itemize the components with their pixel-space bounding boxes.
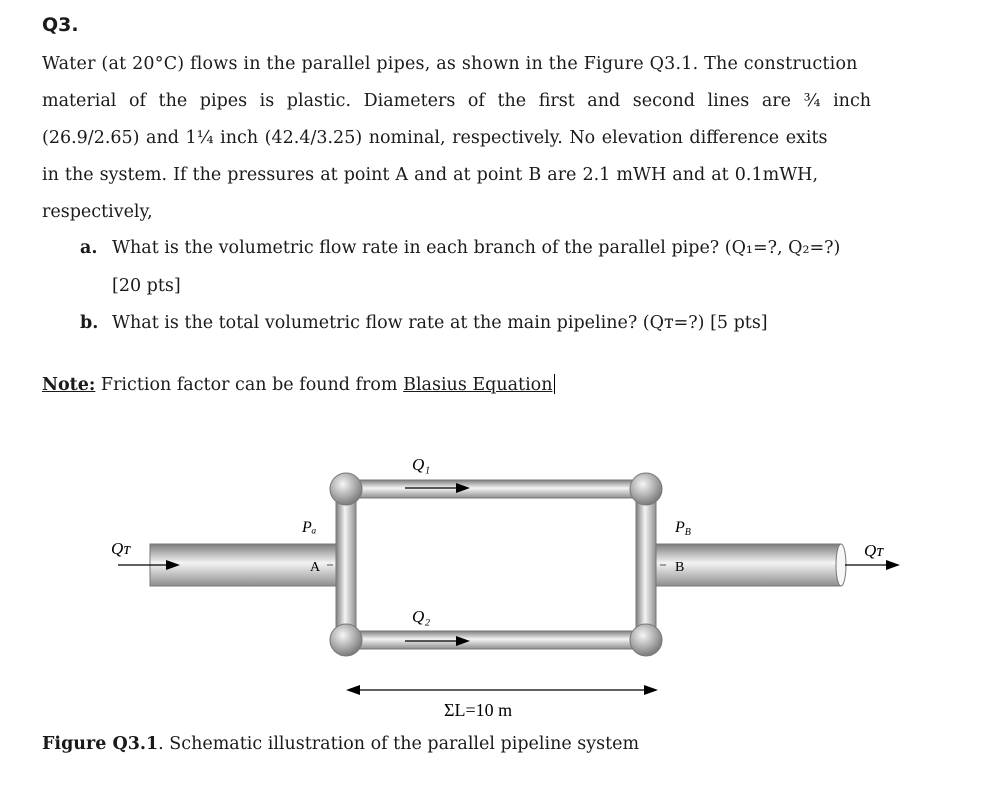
length-arrowhead-left [346,685,360,695]
intro-line: Water (at 20°C) flows in the parallel pipes, as shown in the Figure Q3.1. The construction [42,54,858,74]
q2-label: Q₂ [412,607,431,626]
part-b-text: What is the total volumetric flow rate at the main pipeline? (Qᴛ=?) [5 pts] [112,313,768,333]
branch-pipe-1 [345,480,646,498]
main-pipe-right-end [836,544,846,586]
note-text: Friction factor can be found from [95,375,404,395]
point-b-label: B [675,560,685,575]
pa-label: Pₐ [302,519,317,536]
branch-pipe-2 [345,631,646,649]
figure-caption-label: Figure Q3.1 [42,734,159,754]
joint-bottom-left [330,624,362,656]
length-label: ΣL=10 m [444,700,513,720]
qt-left-label: Qᴛ [111,539,130,558]
question-intro [42,46,964,231]
q1-label: Q₁ [412,455,431,474]
figure-caption-text: . Schematic illustration of the parallel pipeline system [158,734,640,754]
intro-line: in the system. If the pressures at point A and at point B are 2.1 mWH and at 0.1mWH, [42,165,819,185]
part-a-points: [20 pts] [112,276,181,296]
header-left [336,489,356,640]
question-number: Q3. [42,14,79,36]
part-b [80,313,768,333]
blasius-link[interactable]: Blasius Equation [403,375,553,395]
pb-label: PB [675,519,691,538]
intro-line: (26.9/2.65) and 1¼ inch (42.4/3.25) nominal, respectively. No elevation difference exits [42,128,828,148]
intro-line: respectively, [42,202,153,222]
note-label: Note: [42,375,96,395]
figure-caption [42,734,639,754]
intro-line: material of the pipes is plastic. Diameters of the first and second lines are ¾ inch [42,91,872,111]
joint-top-right [630,473,662,505]
part-b-label: b. [80,313,99,333]
text-cursor [554,374,555,394]
qt-out-arrowhead [886,560,900,570]
note [42,374,555,395]
joint-bottom-right [630,624,662,656]
parallel-pipe-figure [0,420,998,730]
qt-right-label: Qᴛ [864,541,883,560]
point-a-label: A [310,560,321,575]
length-arrowhead-right [644,685,658,695]
header-right [636,489,656,640]
joint-top-left [330,473,362,505]
part-a-text: What is the volumetric flow rate in each branch of the parallel pipe? (Q₁=?, Q₂=?) [112,238,841,258]
part-a [80,238,840,258]
part-a-label: a. [80,238,98,258]
